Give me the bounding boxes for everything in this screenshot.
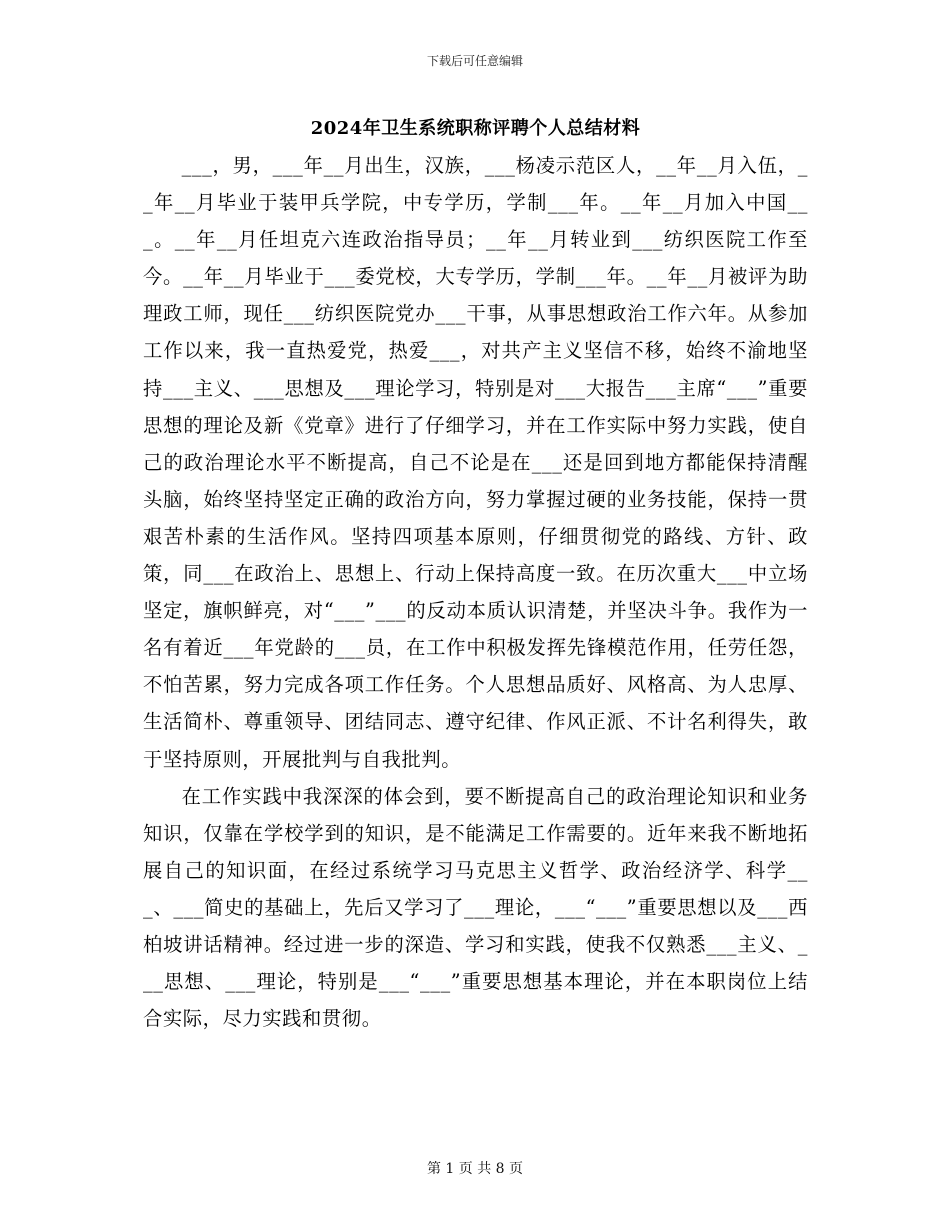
page-indicator: 第 1 页 共 8 页	[426, 1161, 524, 1177]
document-title: 2024年卫生系统职称评聘个人总结材料	[310, 118, 641, 139]
body-paragraph-1: ___，男，___年__月出生，汉族，___杨凌示范区人，__年__月入伍，__年__月毕业于装甲兵学院，中专学历，学制___年。__年__月加入中国___。__年__月任坦克六连政治指导员；__年__月转业到___纺织医院工作至今。__年__月毕业于___委党校，大专学历，学制___年。__年__月被评为助理政工师，现任___纺织医院党办___干事，从事思想政治工作六年。从参加工作以来，我一直热爱党，热爱___，对共产主义坚信不移，始终不渝地坚持___主义、___思想及___理论学习，特别是对___大报告___主席“___”重要思想的理论及新《党章》进行了仔细学习，并在工作实际中努力实践，使自己的政治理论水平不断提高，自己不论是在___还是回到地方都能保持清醒头脑，始终坚持坚定正确的政治方向，努力掌握过硬的业务技能，保持一贯艰苦朴素的生活作风。坚持四项基本原则，仔细贯彻党的路线、方针、政策，同___在政治上、思想上、行动上保持高度一致。在历次重大___中立场坚定，旗帜鲜亮，对“___”___的反动本质认识清楚，并坚决斗争。我作为一名有着近___年党龄的___员，在工作中积极发挥先锋模范作用，任劳任怨，不怕苦累，努力完成各项工作任务。个人思想品质好、风格高、为人忠厚、生活简朴、尊重领导、团结同志、遵守纪律、作风正派、不计名利得失，敢于坚持原则，开展批判与自我批判。	[143, 154, 808, 771]
download-note: 下载后可任意编辑	[426, 54, 523, 68]
body-paragraph-2: 在工作实践中我深深的体会到，要不断提高自己的政治理论知识和业务知识，仅靠在学校学到的知识，是不能满足工作需要的。近年来我不断地拓展自己的知识面，在经过系统学习马克思主义哲学、政治经济学、科学___、___简史的基础上，先后又学习了___理论，___“___”重要思想以及___西柏坡讲话精神。经过进一步的深造、学习和实践，使我不仅熟悉___主义、___思想、___理论，特别是___“___”重要思想基本理论，并在本职岗位上结合实际，尽力实践和贯彻。	[143, 784, 808, 1031]
document-body	[143, 147, 808, 1037]
